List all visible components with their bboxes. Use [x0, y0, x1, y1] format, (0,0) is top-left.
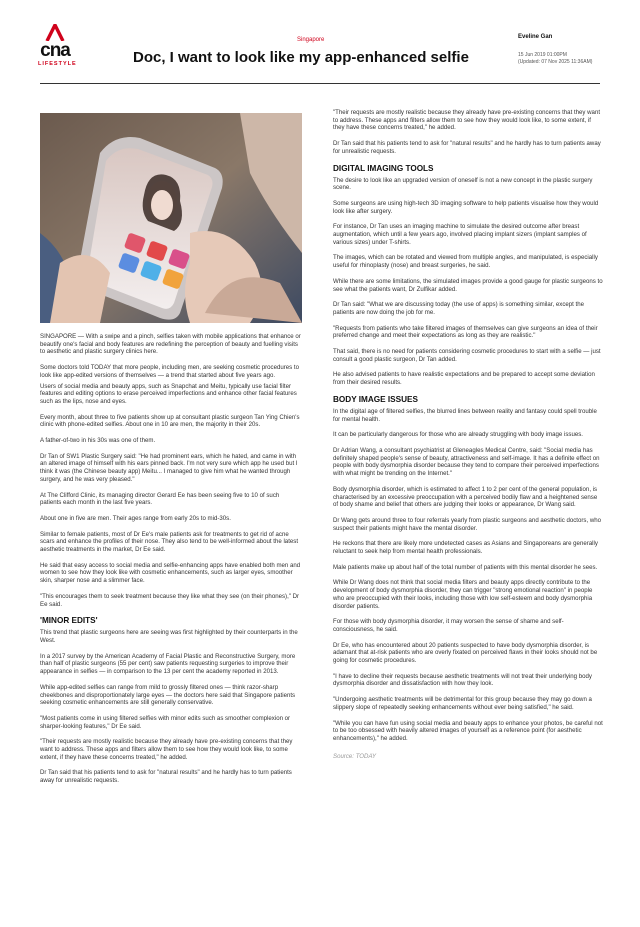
article-paragraph: While there are some limitations, the simulated images provide a good gauge for plastic surgeons to see what the patients want, Dr Zulfikar added.	[333, 277, 603, 293]
article-paragraph: A father-of-two in his 30s was one of them.	[40, 437, 156, 445]
source-credit: Source: TODAY	[333, 752, 377, 760]
section-heading: BODY IMAGE ISSUES	[333, 394, 418, 404]
cna-logo-icon	[45, 24, 65, 41]
article-paragraph: It can be particularly dangerous for those who are already struggling with body image issues.	[333, 431, 583, 439]
published-date: 15 Jun 2019 01:00PM	[518, 52, 567, 58]
article-paragraph: "Their requests are mostly realistic because they already have pre-existing concerns that they want to address. These apps and filters allow them to see how they would look like, to some extent, if they have these concerns treated," he added.	[333, 109, 601, 132]
article-paragraph: Dr Wang gets around three to four referrals yearly from plastic surgeons and aesthetic doctors, who suspect their patients might have the mental disorder.	[333, 516, 602, 532]
article-paragraph: Users of social media and beauty apps, such as Snapchat and Meitu, typically use facial filter features and editing options to erase perceived imperfections and enhance other facial features such as the lips, nose and eyes.	[40, 382, 297, 405]
article-paragraph: Some surgeons are using high-tech 3D imaging software to help patients visualise how they would look like after surgery.	[333, 199, 599, 215]
article-paragraph: Dr Tan of SW1 Plastic Surgery said: "He had prominent ears, which he hated, and came in with an altered image of himself with his ears pinned back. I'm not very sure which app he used but I think it was (the Chinese beauty app) Meitu... I managed to give him what he wanted through surgery, and he was very pleased."	[40, 452, 298, 483]
article-paragraph: This trend that plastic surgeons here are seeing was first highlighted by their counterparts in the West.	[40, 629, 298, 644]
article-paragraph: Body dysmorphia disorder, which is estimated to affect 1 to 2 per cent of the general population, is characterised by an excessive preoccupation with a perceived bodily flaw and a heightened sense of body shame and belief that others are judging their looks or appearance, Dr Wang said.	[333, 485, 598, 509]
author-name[interactable]: Eveline Gan	[518, 34, 553, 40]
article-paragraph: He said that easy access to social media and selfie-enhancing apps have enabled both men and women to see how they look like with cosmetic enhancements, such as larger eyes, smoother skin, sharper nose and a slimmer face.	[40, 561, 301, 585]
article-paragraph: The desire to look like an upgraded version of oneself is not a new concept in the plastic surgery scene.	[333, 176, 593, 192]
updated-date: (Updated: 07 Nov 2025 11:36AM)	[518, 59, 593, 65]
article-paragraph: "Requests from patients who take filtered images of themselves can give surgeons an idea of their preferred change and meet their expectations as long as they are realistic."	[333, 324, 598, 340]
article-paragraph: He reckons that there are likely more undetected cases as Asians and Singaporeans are generally reluctant to seek help from mental health professionals.	[333, 540, 598, 556]
article-paragraph: Dr Tan said: "What we are discussing today (the use of apps) is something similar, except the patients are now doing the job for me.	[333, 301, 584, 316]
cna-lifestyle-logo[interactable]	[38, 24, 77, 68]
article-paragraph: Some doctors told TODAY that more people, including men, are seeking cosmetic procedures to look like app-edited versions of themselves — a trend that started about five years ago.	[40, 364, 300, 379]
article-paragraph: Every month, about three to five patients show up at consultant plastic surgeon Tan Ying Chien's clinic with phone-edited selfies. About one in 10 are men, the majority in their 20s.	[40, 413, 300, 429]
article-paragraph: In a 2017 survey by the American Academy of Facial Plastic and Reconstructive Surgery, more than half of plastic surgeons (55 per cent) saw patients requesting surgeries to improve their appearance in selfies — in comparison to the 13 per cent the academy reported in 2013.	[40, 652, 296, 676]
article-paragraph: While Dr Wang does not think that social media filters and beauty apps directly contribute to the development of body dysmorphia disorder, they can trigger "strong emotional reaction" in people who are preoccupied with their looks, including those with low self-esteem and body dysmorphia disorder patients.	[333, 579, 593, 610]
article-paragraph: "This encourages them to seek treatment because they like what they see (on their phones)," Dr Ee said.	[40, 592, 300, 608]
publish-dates	[518, 52, 592, 66]
header-divider	[40, 83, 600, 84]
left-column	[40, 333, 302, 785]
article-paragraph: For those with body dysmorphia disorder, it may worsen the sense of shame and self-consciousness, he said.	[333, 618, 564, 633]
article-photo	[40, 113, 302, 323]
article-paragraph: At The Clifford Clinic, its managing director Gerard Ee has been seeing five to 10 of such patients each month in the last five years.	[40, 491, 280, 507]
article-paragraph: "While you can have fun using social media and beauty apps to enhance your photos, be careful not to be too obsessed with heavily altered images of yourself as a reference point (for aesthetic enhancements)," he added.	[333, 719, 603, 742]
article-paragraph: While app-edited selfies can range from mild to grossly filtered ones — think razor-sharp cheekbones and disproportionately large eyes — the doctors here said that Singapore patients seeking cosmetic enhancements are still generally conservative.	[40, 683, 296, 707]
article-header	[0, 0, 640, 86]
article-paragraph: That said, there is no need for patients considering cosmetic procedures to start with a selfie — just consult a good plastic surgeon, Dr Tan added.	[333, 348, 601, 363]
article-paragraph: "Most patients come in using filtered selfies with minor edits such as smoother complexion or sharper-looking features," Dr Ee said.	[40, 714, 291, 730]
logo-subtext: LIFESTYLE	[38, 61, 77, 67]
article-paragraph: Dr Ee, who has encountered about 20 patients suspected to have body dysmorphia disorder, is adamant that at-risk patients who are overly fixated on perceived flaws in their looks should not be going for cosmetic procedures.	[333, 641, 598, 665]
article-paragraph: "Undergoing aesthetic treatments will be detrimental for this group because they may go down a slippery slope of repeatedly seeking enhancements without ever being satisfied," he said.	[333, 696, 592, 711]
article-paragraph: Similar to female patients, most of Dr Ee's male patients ask for treatments to get rid of acne scars and enhance the profiles of their nose. They also tend to be well-informed about the latest aesthetic treatments in the market, Dr Ee said.	[40, 530, 299, 554]
article-paragraph: In the digital age of filtered selfies, the blurred lines between reality and fantasy could spell trouble for mental health.	[333, 407, 597, 423]
section-link[interactable]: Singapore	[297, 37, 325, 43]
article-paragraph: The images, which can be rotated and viewed from multiple angles, and manipulated, is especially useful for rhinoplasty (nose) and breast surgeries, he said.	[333, 254, 598, 270]
section-heading: 'MINOR EDITS'	[40, 616, 98, 626]
article-paragraph: Male patients make up about half of the total number of patients with this mental disorder he sees.	[333, 563, 598, 571]
section-heading: DIGITAL IMAGING TOOLS	[333, 163, 434, 173]
page-title: Doc, I want to look like my app-enhanced selfie	[133, 49, 469, 66]
article-paragraph: For instance, Dr Tan uses an imaging machine to simulate the desired outcome after breast augmentation, which until a few years ago, involved placing implant sizers (implant samples of various sizes) under T-shirts.	[333, 223, 587, 246]
article-paragraph: "I have to decline their requests because aesthetic treatments will not treat their underlying body dysmorphia disorder and dissatisfaction with how they look.	[333, 672, 592, 688]
article-paragraph: About one in five are men. Their ages range from early 20s to mid-30s.	[40, 514, 231, 522]
article-paragraph: Dr Tan said that his patients tend to ask for "natural results" and he hardly has to turn patients away for unrealistic requests.	[40, 769, 292, 785]
article-paragraph: SINGAPORE — With a swipe and a pinch, selfies taken with mobile applications that enhance or beautify one's facial and body features are redefining the perception of beauty and fuelling visits to aesthetic and plastic surgery clinics here.	[40, 333, 301, 356]
article-paragraph: He also advised patients to have realistic expectations and be prepared to accept some deviation from their desired results.	[333, 371, 595, 387]
article-paragraph: Dr Tan said that his patients tend to ask for "natural results" and he hardly has to turn patients away for unrealistic requests.	[333, 140, 601, 155]
article-paragraph: "Their requests are mostly realistic because they already have pre-existing concerns that they want to address. These apps and filters allow them to see how they would look like, to some extent, if they have these concerns treated," he added.	[40, 738, 293, 761]
article-paragraph: Dr Adrian Wang, a consultant psychiatrist at Gleneagles Medical Centre, said: "Social media has definitely shaped people's sense of beauty, attractiveness and self-image. It has a definite effect on people with body dysmorphia disorder because they tend to compare their perceived imperfections with what might be trending on the Internet."	[333, 446, 600, 478]
logo-text: cna	[40, 40, 70, 61]
right-column	[333, 109, 603, 760]
